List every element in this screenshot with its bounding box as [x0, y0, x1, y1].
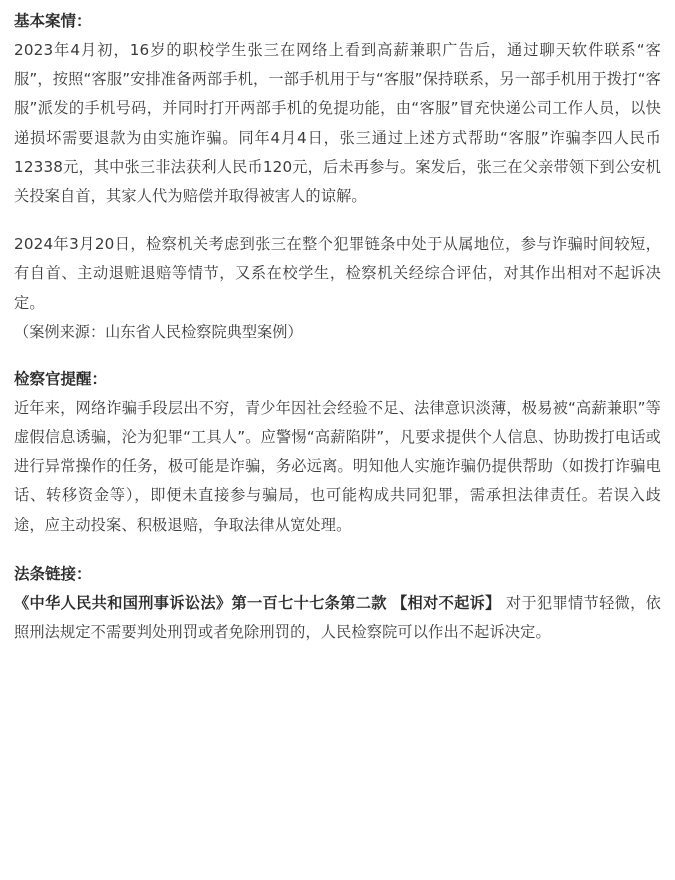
law-tag: 【相对不起诉】 — [391, 593, 501, 612]
reminder-paragraph: 近年来，网络诈骗手段层出不穷，青少年因社会经验不足、法律意识淡薄，极易被“高薪兼职”等虚假信息诱骗，沦为犯罪“工具人”。应警惕“高薪陷阱”，凡要求提供个人信息、协助拨打电话或进行异常操作的任务，极可能是诈骗，务必远离。明知他人实施诈骗仍提供帮助（如拨打诈骗电话、转移资金等），即便未直接参与骗局，也可能构成共同犯罪，需承担法律责任。若误入歧途，应主动投案、积极退赔，争取法律从宽处理。 — [14, 398, 661, 534]
spacer — [14, 540, 661, 559]
spacer — [14, 346, 661, 364]
law-paragraph — [14, 589, 661, 647]
law-heading: 法条链接： — [14, 564, 92, 583]
law-text: 对于犯罪情节轻微，依照刑法规定不需要判处刑罚或者免除刑罚的，人民检察院可以作出不起诉决定。 — [14, 593, 662, 642]
case-heading: 基本案情： — [14, 12, 92, 30]
case-paragraph-2: 2024年3月20日，检察机关考虑到张三在整个犯罪链条中处于从属地位，参与诈骗时间较短，有自首、主动退赃退赔等情节，又系在校学生，检察机关经综合评估，对其作出相对不起诉决定。 — [14, 235, 661, 312]
spacer — [14, 211, 661, 230]
case-paragraph-1: 2023年4月初，16岁的职校学生张三在网络上看到高薪兼职广告后，通过聊天软件联系“客服”，按照“客服”安排准备两部手机，一部手机用于与“客服”保持联系，另一部手机用于拨打“客服”派发的手机号码，并同时打开两部手机的免提功能，由“客服”冒充快递公司工作人员，以快递损坏需要退款为由实施诈骗。同年4月4日，张三通过上述方式帮助“客服”诈骗李四人民币12338元，其中张三非法获利人民币120元，后未再参与。案发后，张三在父亲带领下到公安机关投案自首，其家人代为赔偿并取得被害人的谅解。 — [14, 41, 661, 206]
case-source: （案例来源：山东省人民检察院典型案例） — [14, 322, 303, 341]
law-title: 《中华人民共和国刑事诉讼法》第一百七十七条第二款 — [14, 593, 387, 612]
reminder-heading: 检察官提醒： — [14, 369, 108, 388]
